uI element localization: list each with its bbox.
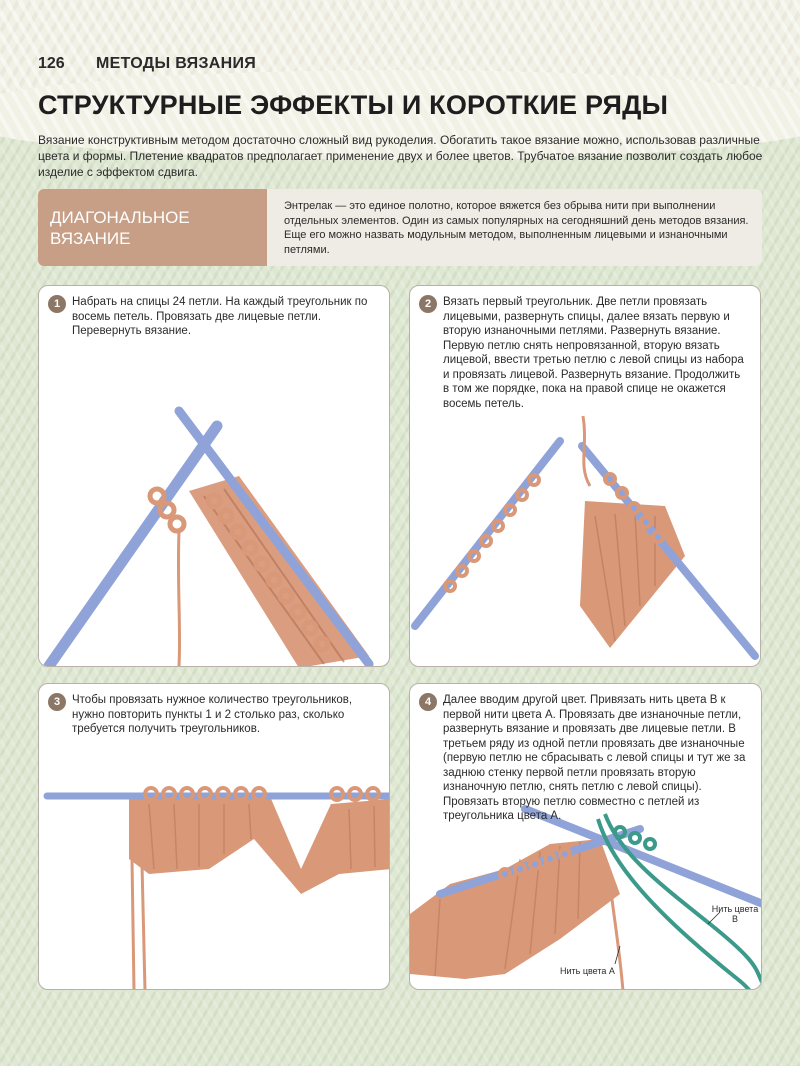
section-label: ДИАГОНАЛЬНОЕ ВЯЗАНИЕ	[38, 189, 267, 266]
step-text: Набрать на спицы 24 петли. На каждый треугольник по восемь петель. Провязать две лицевые петли. Перевернуть вязание.	[72, 296, 368, 337]
section-box	[38, 189, 762, 266]
step-text: Вязать первый треугольник. Две петли провязать лицевыми, развернуть спицы, далее вязать первую и вторую изнаночными петлями. Развернуть вязание. Первую петлю снять непровязанной, вторую вязать лицевой, ввести третью петлю с левой спицы из набора и провязать лицевой. Развернуть вязание. Продолжить в том же порядке, пока на правой спице не окажется восемь петель.	[443, 296, 744, 410]
page-title: СТРУКТУРНЫЕ ЭФФЕКТЫ И КОРОТКИЕ РЯДЫ	[38, 90, 669, 120]
step-1-illustration	[39, 286, 390, 667]
section-name: МЕТОДЫ ВЯЗАНИЯ	[96, 55, 257, 72]
step-text: Далее вводим другой цвет. Привязать нить цвета В к первой нити цвета А. Провязать две изнаночные петли, развернуть вязание и провязать две лицевые петли. В третьем ряду из одной петли провязать две изнаночные (первую петлю не сбрасывать с левой спицы и тут же за заднюю стенку первой петли провязать вторую изнаночную петлю, снять петлю с левой спицы). Провязать вторую петлю совместно с петлей из треугольника цвета А.	[443, 694, 746, 822]
yarn-a-label: Нить цвета А	[560, 966, 615, 976]
step-card-2	[409, 285, 761, 667]
step-text: Чтобы провязать нужное количество треугольников, нужно повторить пункты 1 и 2 столько раз, сколько требуется получить треугольников.	[72, 694, 353, 735]
step-number: 3	[48, 693, 66, 711]
page-number: 126	[38, 55, 65, 72]
step-card-3	[38, 683, 390, 990]
step-number: 2	[419, 295, 437, 313]
step-number: 4	[419, 693, 437, 711]
step-card-4	[409, 683, 762, 990]
yarn-b-label: Нить цвета В	[711, 904, 759, 924]
step-number: 1	[48, 295, 66, 313]
section-description: Энтрелак — это единое полотно, которое вяжется без обрыва нити при выполнении отдельных элементов. Один из самых популярных на сегодняшний день методов вязания. Еще его можно назвать модульным методом, выполненным лицевыми и изнаночными петлями.	[284, 200, 749, 256]
step-card-1	[38, 285, 390, 667]
intro-paragraph: Вязание конструктивным методом достаточно сложный вид рукоделия. Обогатить такое вязание можно, использовав различные цвета и формы. Плетение квадратов предполагает применение двух и более цветов. Трубчатое вязание позволит создать любое изделие с эффектом сдвига.	[38, 133, 763, 179]
